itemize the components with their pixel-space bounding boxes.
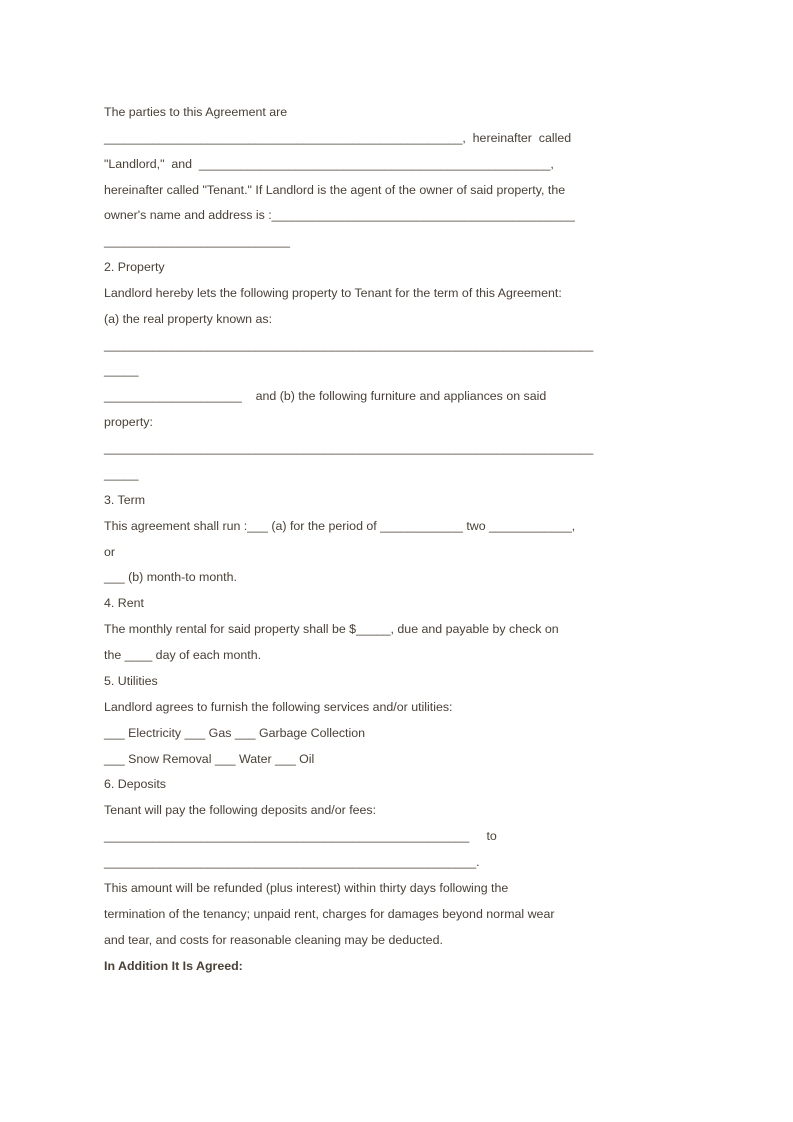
deposits-intro: Tenant will pay the following deposits and/or fees: [104, 803, 377, 817]
property-known-as: (a) the real property known as: [104, 312, 273, 326]
term-or-text: or [104, 545, 116, 559]
landlord-name-blank: ____________________________________________________, hereinafter called [104, 131, 572, 145]
tenant-agent-text: hereinafter called "Tenant." If Landlord is the agent of the owner of said property, the [104, 183, 566, 197]
tenant-name-blank: "Landlord," and ___________________________________________________, [104, 157, 554, 171]
term-month-text: ___ (b) month-to month. [104, 570, 237, 584]
section-heading-property: 2. Property [104, 260, 165, 274]
utilities-list-2: ___ Snow Removal ___ Water ___ Oil [104, 752, 315, 766]
rent-day-text: the ____ day of each month. [104, 648, 262, 662]
refund-text-3: and tear, and costs for reasonable cleaning may be deducted. [104, 933, 443, 947]
deposits-blank-1: _____________________________________________________ to [104, 829, 497, 843]
section-heading-rent: 4. Rent [104, 596, 144, 610]
utilities-list-1: ___ Electricity ___ Gas ___ Garbage Collection [104, 726, 366, 740]
furniture-blank-1: _______________________________________________________________________ [104, 441, 594, 455]
term-period-text: This agreement shall run :___ (a) for the period of ____________ two ____________, [104, 519, 576, 533]
owner-address-blank-cont: ___________________________ [104, 234, 291, 248]
rent-amount-text: The monthly rental for said property shall be $_____, due and payable by check on [104, 622, 559, 636]
property-blank-2: _____ [104, 363, 139, 377]
property-blank-1: _______________________________________________________________________ [104, 338, 594, 352]
additional-agreements-heading: In Addition It Is Agreed: [104, 959, 243, 973]
utilities-intro: Landlord agrees to furnish the following services and/or utilities: [104, 700, 453, 714]
property-lets-text: Landlord hereby lets the following property to Tenant for the term of this Agreement: [104, 286, 562, 300]
refund-text-2: termination of the tenancy; unpaid rent, charges for damages beyond normal wear [104, 907, 555, 921]
refund-text-1: This amount will be refunded (plus interest) within thirty days following the [104, 881, 509, 895]
section-heading-term: 3. Term [104, 493, 146, 507]
section-heading-utilities: 5. Utilities [104, 674, 158, 688]
property-label: property: [104, 415, 153, 429]
furniture-blank-2: _____ [104, 467, 139, 481]
deposits-blank-2: ______________________________________________________. [104, 855, 480, 869]
owner-address-blank: owner's name and address is :____________________________________________ [104, 208, 575, 222]
parties-intro: The parties to this Agreement are [104, 105, 288, 119]
section-heading-deposits: 6. Deposits [104, 777, 166, 791]
furniture-text: ____________________ and (b) the following furniture and appliances on said [104, 389, 547, 403]
